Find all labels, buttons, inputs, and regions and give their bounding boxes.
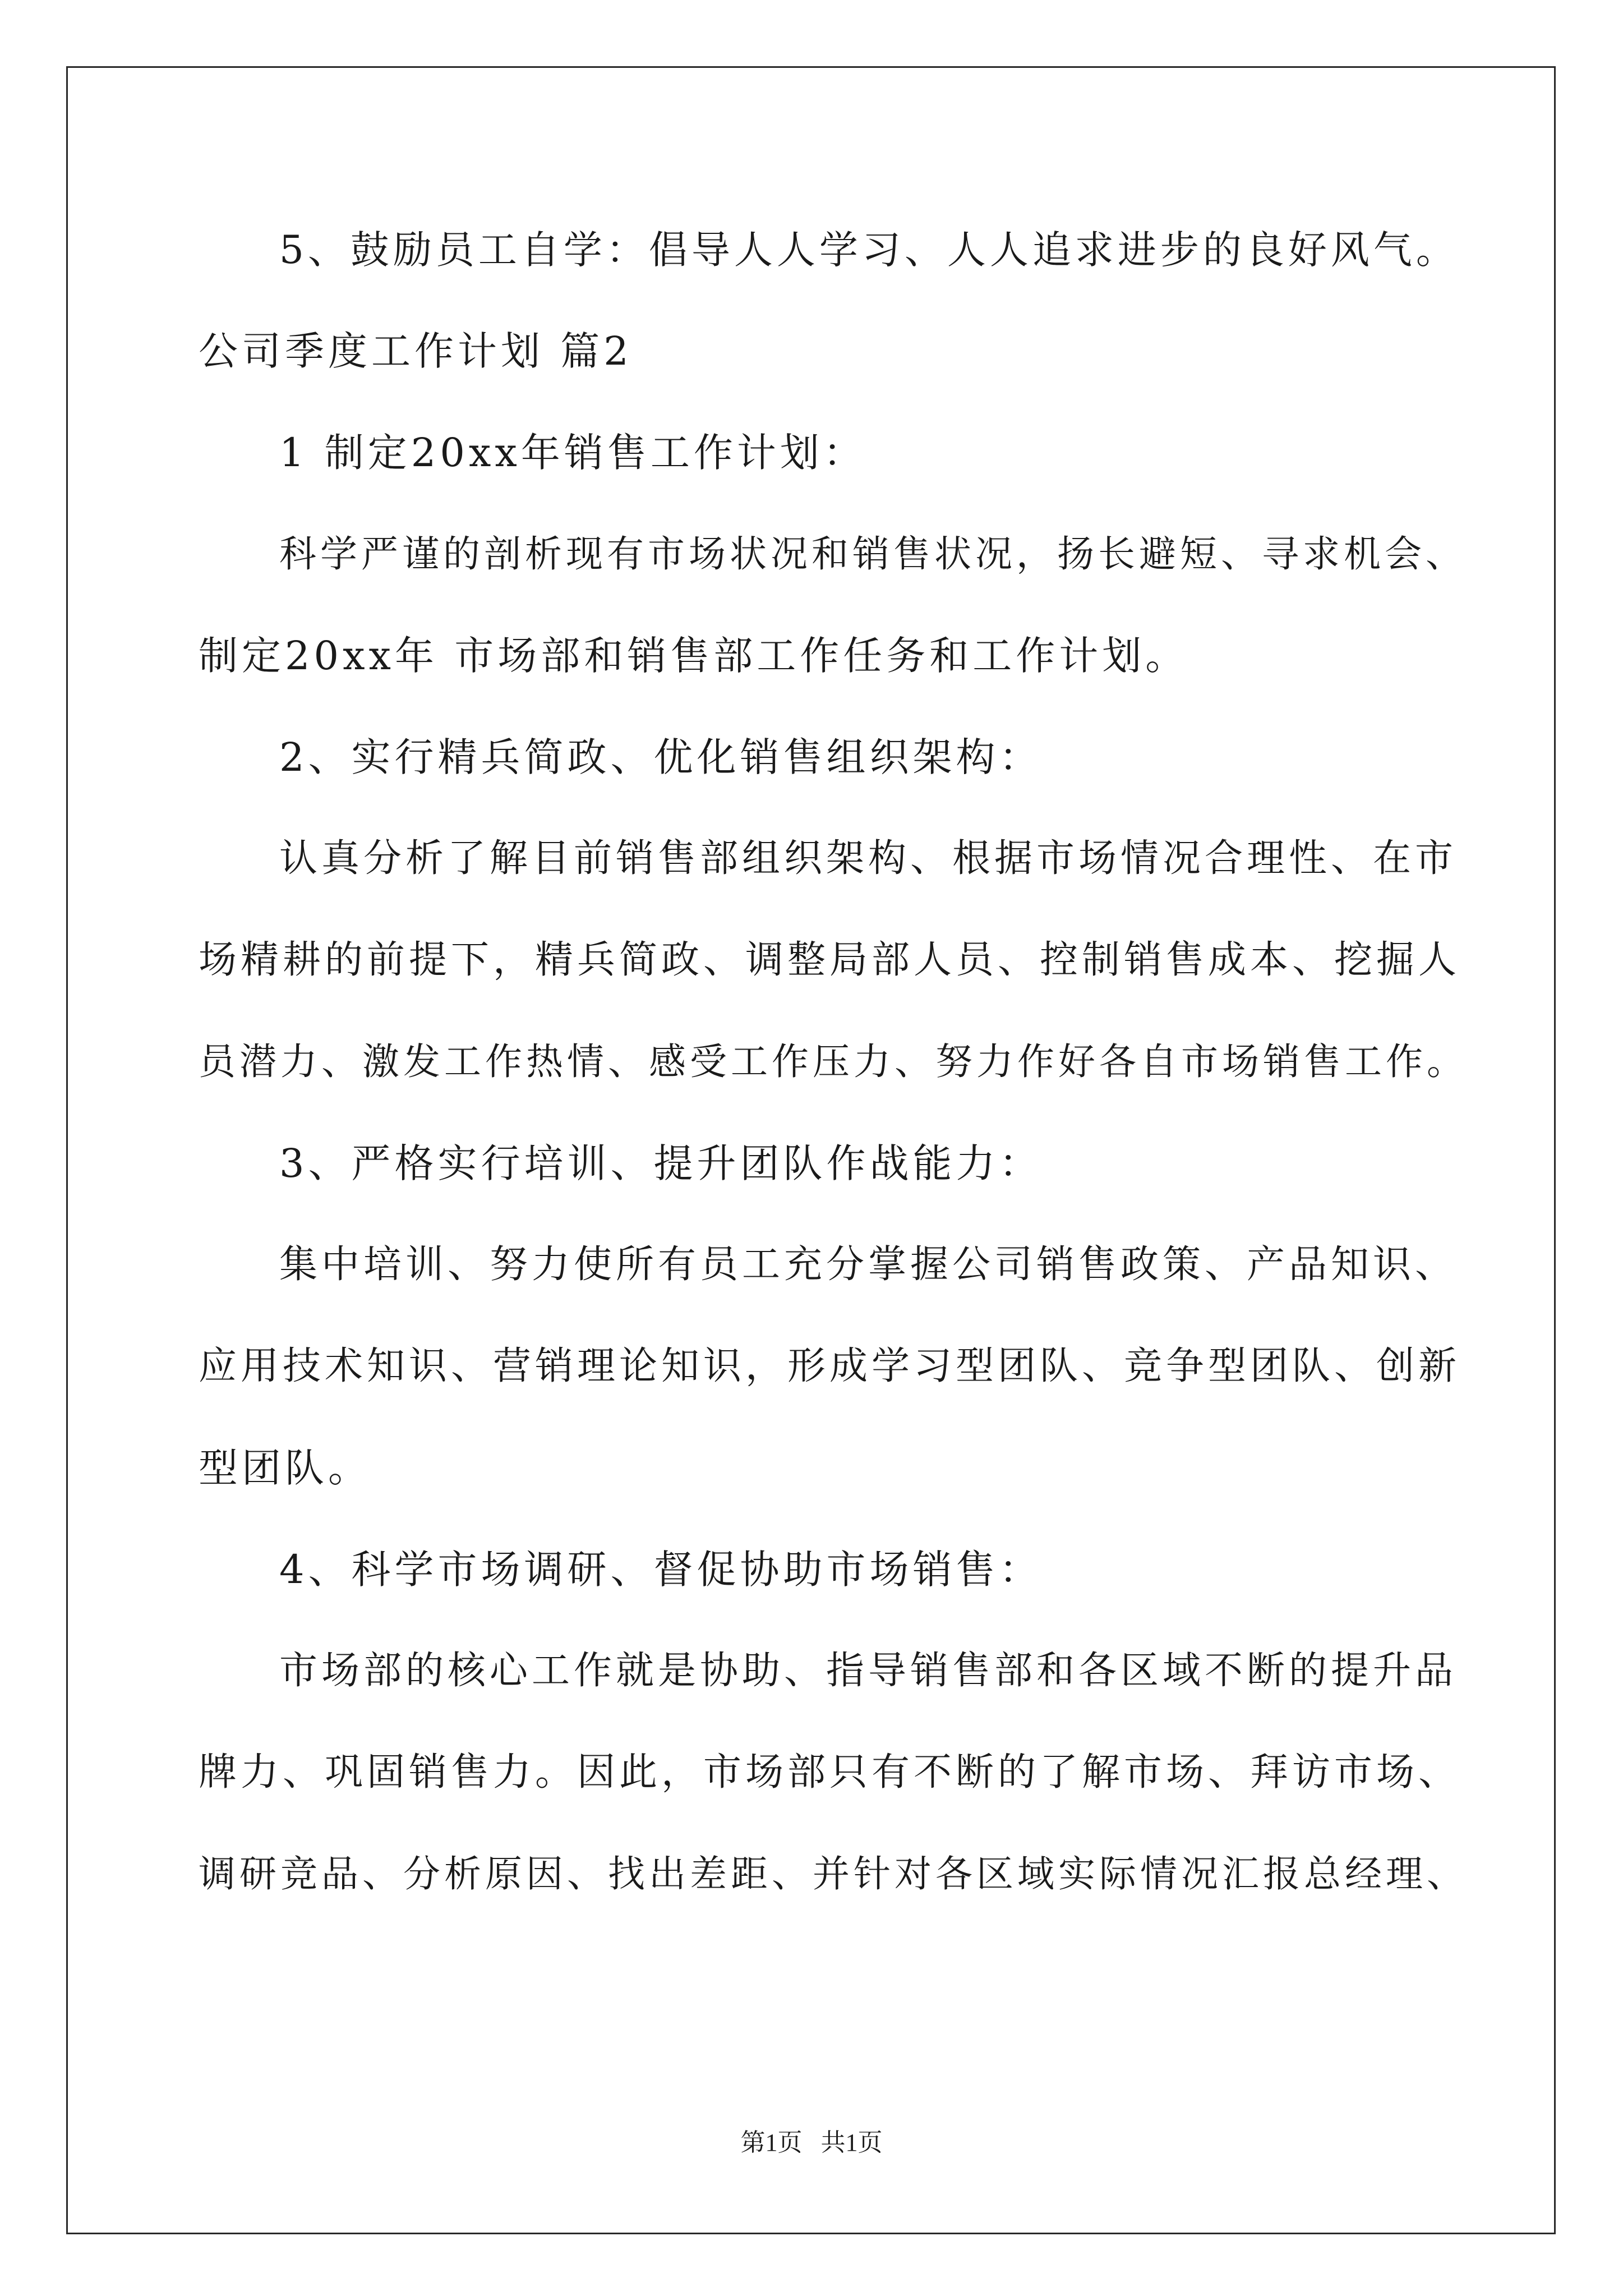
paragraph-line: 科学严谨的剖析现有市场状况和销售状况，扬长避短、寻求机会、 bbox=[279, 532, 1467, 576]
paragraph-line: 牌力、巩固销售力。因此，市场部只有不断的了解市场、拜访市场、 bbox=[199, 1750, 1461, 1795]
paragraph-line: 集中培训、努力使所有员工充分掌握公司销售政策、产品知识、 bbox=[279, 1243, 1458, 1287]
paragraph-line: 5、鼓励员工自学：倡导人人学习、人人追求进步的良好风气。 bbox=[279, 228, 1459, 273]
page-footer: 第1页 共1页 bbox=[740, 2129, 883, 2156]
paragraph-line: 型团队。 bbox=[199, 1445, 371, 1491]
paragraph-line: 认真分析了解目前销售部组织架构、根据市场情况合理性、在市 bbox=[279, 836, 1458, 881]
list-heading: 1 制定20xx年销售工作计划： bbox=[279, 430, 866, 476]
list-heading: 4、科学市场调研、督促协助市场销售： bbox=[279, 1547, 1043, 1593]
list-heading: 3、严格实行培训、提升团队作战能力： bbox=[279, 1140, 1043, 1186]
list-heading: 2、实行精兵简政、优化销售组织架构： bbox=[279, 734, 1043, 780]
paragraph-line: 应用技术知识、营销理论知识，形成学习型团队、竞争型团队、创新 bbox=[199, 1344, 1461, 1388]
paragraph-line: 员潜力、激发工作热情、感受工作压力、努力作好各自市场销售工作。 bbox=[199, 1040, 1468, 1083]
paragraph-line: 场精耕的前提下，精兵简政、调整局部人员、控制销售成本、挖掘人 bbox=[199, 938, 1461, 982]
paragraph-line: 制定20xx年 市场部和销售部工作任务和工作计划。 bbox=[199, 633, 1189, 679]
paragraph-line: 调研竞品、分析原因、找出差距、并针对各区域实际情况汇报总经理、 bbox=[199, 1852, 1468, 1895]
section-heading: 公司季度工作计划 篇2 bbox=[199, 328, 633, 374]
paragraph-line: 市场部的核心工作就是协助、指导销售部和各区域不断的提升品 bbox=[279, 1649, 1458, 1693]
